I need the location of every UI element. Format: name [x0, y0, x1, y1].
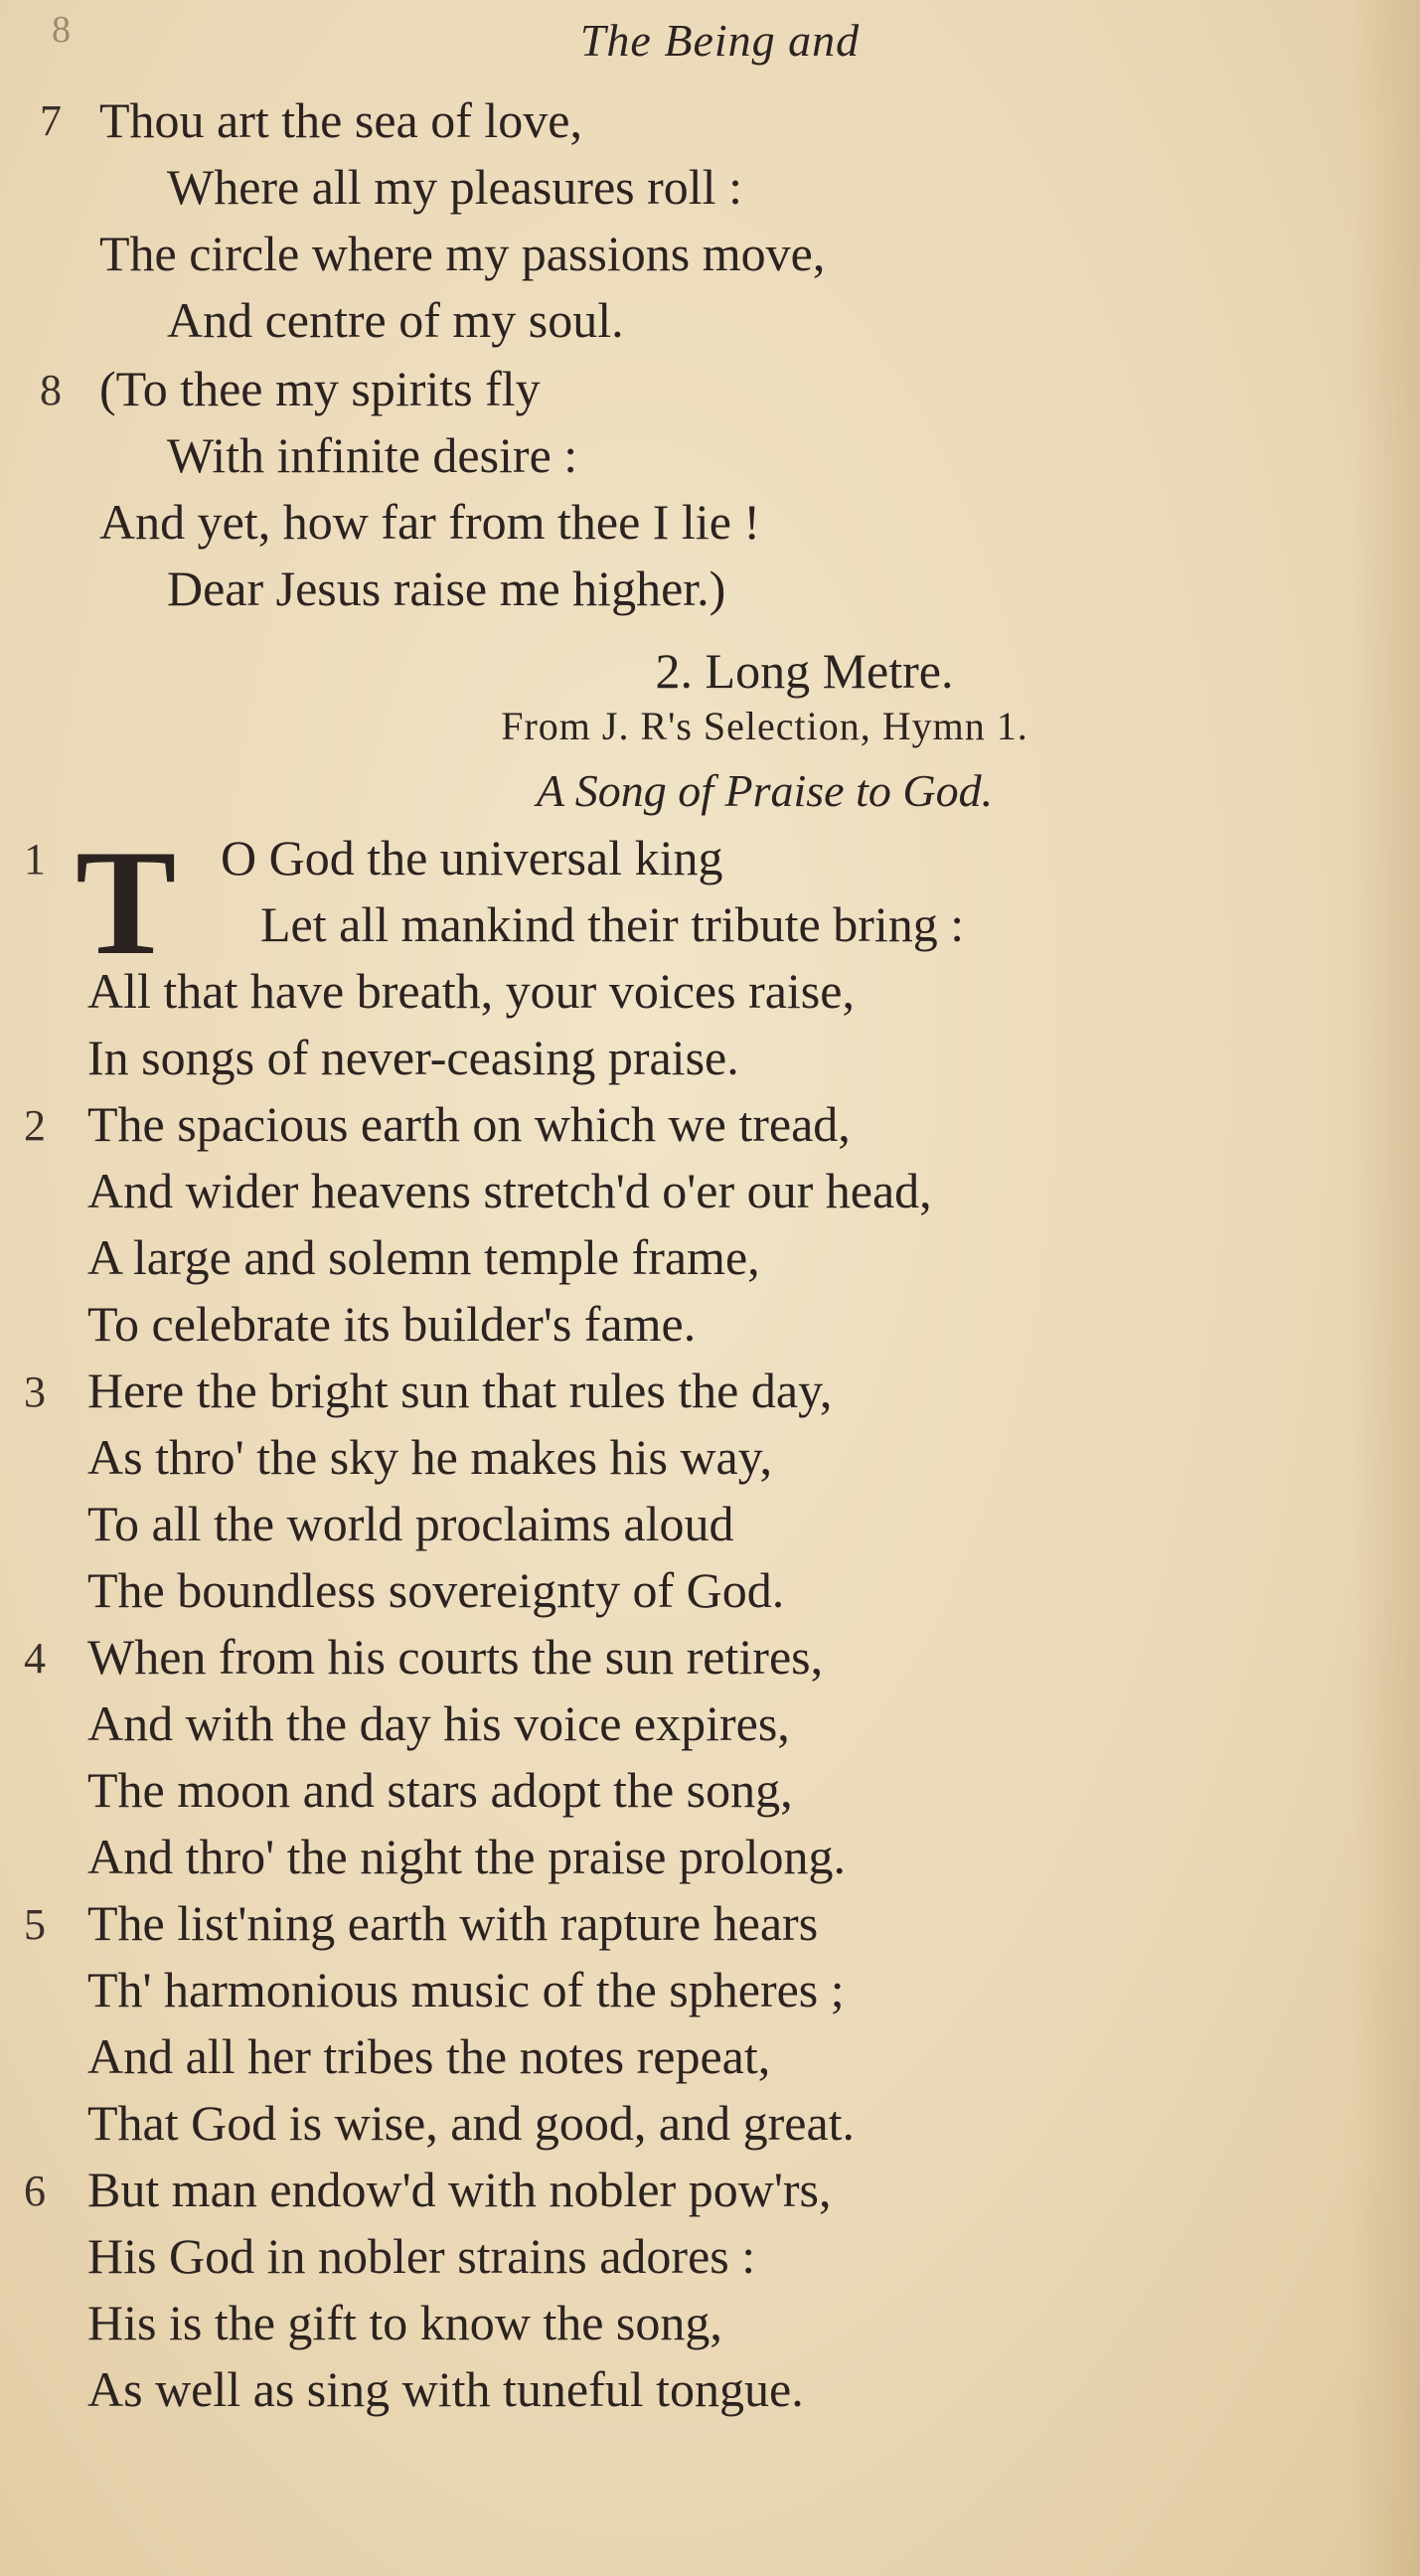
verse-line: The spacious earth on which we tread, — [87, 1096, 851, 1152]
verse-number: 7 — [40, 96, 62, 145]
verse-number: 5 — [24, 1900, 46, 1949]
verse-line: Let all mankind their tribute bring : — [260, 896, 965, 952]
verse-line: That God is wise, and good, and great. — [87, 2095, 856, 2151]
verse-line: O God the universal king — [221, 830, 723, 886]
verse-number: 6 — [24, 2167, 46, 2215]
verse-number: 8 — [40, 366, 62, 414]
verse-line: And yet, how far from thee I lie ! — [99, 494, 761, 550]
verse-number: 3 — [24, 1368, 46, 1416]
verse-line: As thro' the sky he makes his way, — [87, 1429, 772, 1485]
verse-number: 4 — [24, 1634, 46, 1683]
verse-line: And centre of my soul. — [167, 292, 624, 348]
verse-line: Thou art the sea of love, — [99, 92, 582, 148]
page-number: 8 — [52, 9, 71, 51]
verse-line: A large and solemn temple frame, — [87, 1229, 760, 1285]
verse-line: With infinite desire : — [167, 427, 578, 483]
verse-line: To celebrate its builder's fame. — [87, 1296, 697, 1352]
hymn-metre: 2. Long Metre. — [655, 643, 954, 699]
verse-line: The moon and stars adopt the song, — [87, 1762, 793, 1818]
verse-line: And with the day his voice expires, — [87, 1695, 790, 1751]
verse-line: The boundless sovereignty of God. — [87, 1562, 785, 1618]
verse-line: Th' harmonious music of the spheres ; — [87, 1962, 845, 2017]
verse-line: The list'ning earth with rapture hears — [87, 1895, 819, 1951]
verse-line: And all her tribes the notes repeat, — [87, 2028, 771, 2084]
hymn-source: From J. R's Selection, Hymn 1. — [501, 704, 1028, 748]
verse-line: But man endow'd with nobler pow'rs, — [87, 2162, 832, 2217]
verse-line: When from his courts the sun retires, — [87, 1629, 824, 1685]
verse-line: To all the world proclaims aloud — [87, 1496, 734, 1551]
running-head: The Being and — [579, 15, 861, 66]
verse-line: And wider heavens stretch'd o'er our head, — [87, 1163, 932, 1218]
hymn-title: A Song of Praise to God. — [536, 765, 994, 816]
verse-line: His is the gift to know the song, — [87, 2295, 722, 2350]
drop-cap: T — [76, 819, 177, 986]
verse-line: The circle where my passions move, — [99, 226, 826, 281]
verse-line: (To thee my spirits fly — [99, 361, 541, 416]
verse-line: Here the bright sun that rules the day, — [87, 1363, 833, 1418]
verse-number: 2 — [24, 1101, 46, 1150]
verse-line: Dear Jesus raise me higher.) — [167, 561, 726, 616]
page-edge-shadow — [1350, 0, 1420, 2576]
verse-line: All that have breath, your voices raise, — [87, 963, 855, 1019]
verse-line: Where all my pleasures roll : — [167, 159, 742, 215]
verse-number: 1 — [24, 835, 46, 884]
verse-line: In songs of never-ceasing praise. — [87, 1030, 739, 1085]
verse-line: As well as sing with tuneful tongue. — [87, 2361, 804, 2417]
verse-line: His God in nobler strains adores : — [87, 2228, 756, 2284]
verse-line: And thro' the night the praise prolong. — [87, 1829, 847, 1884]
